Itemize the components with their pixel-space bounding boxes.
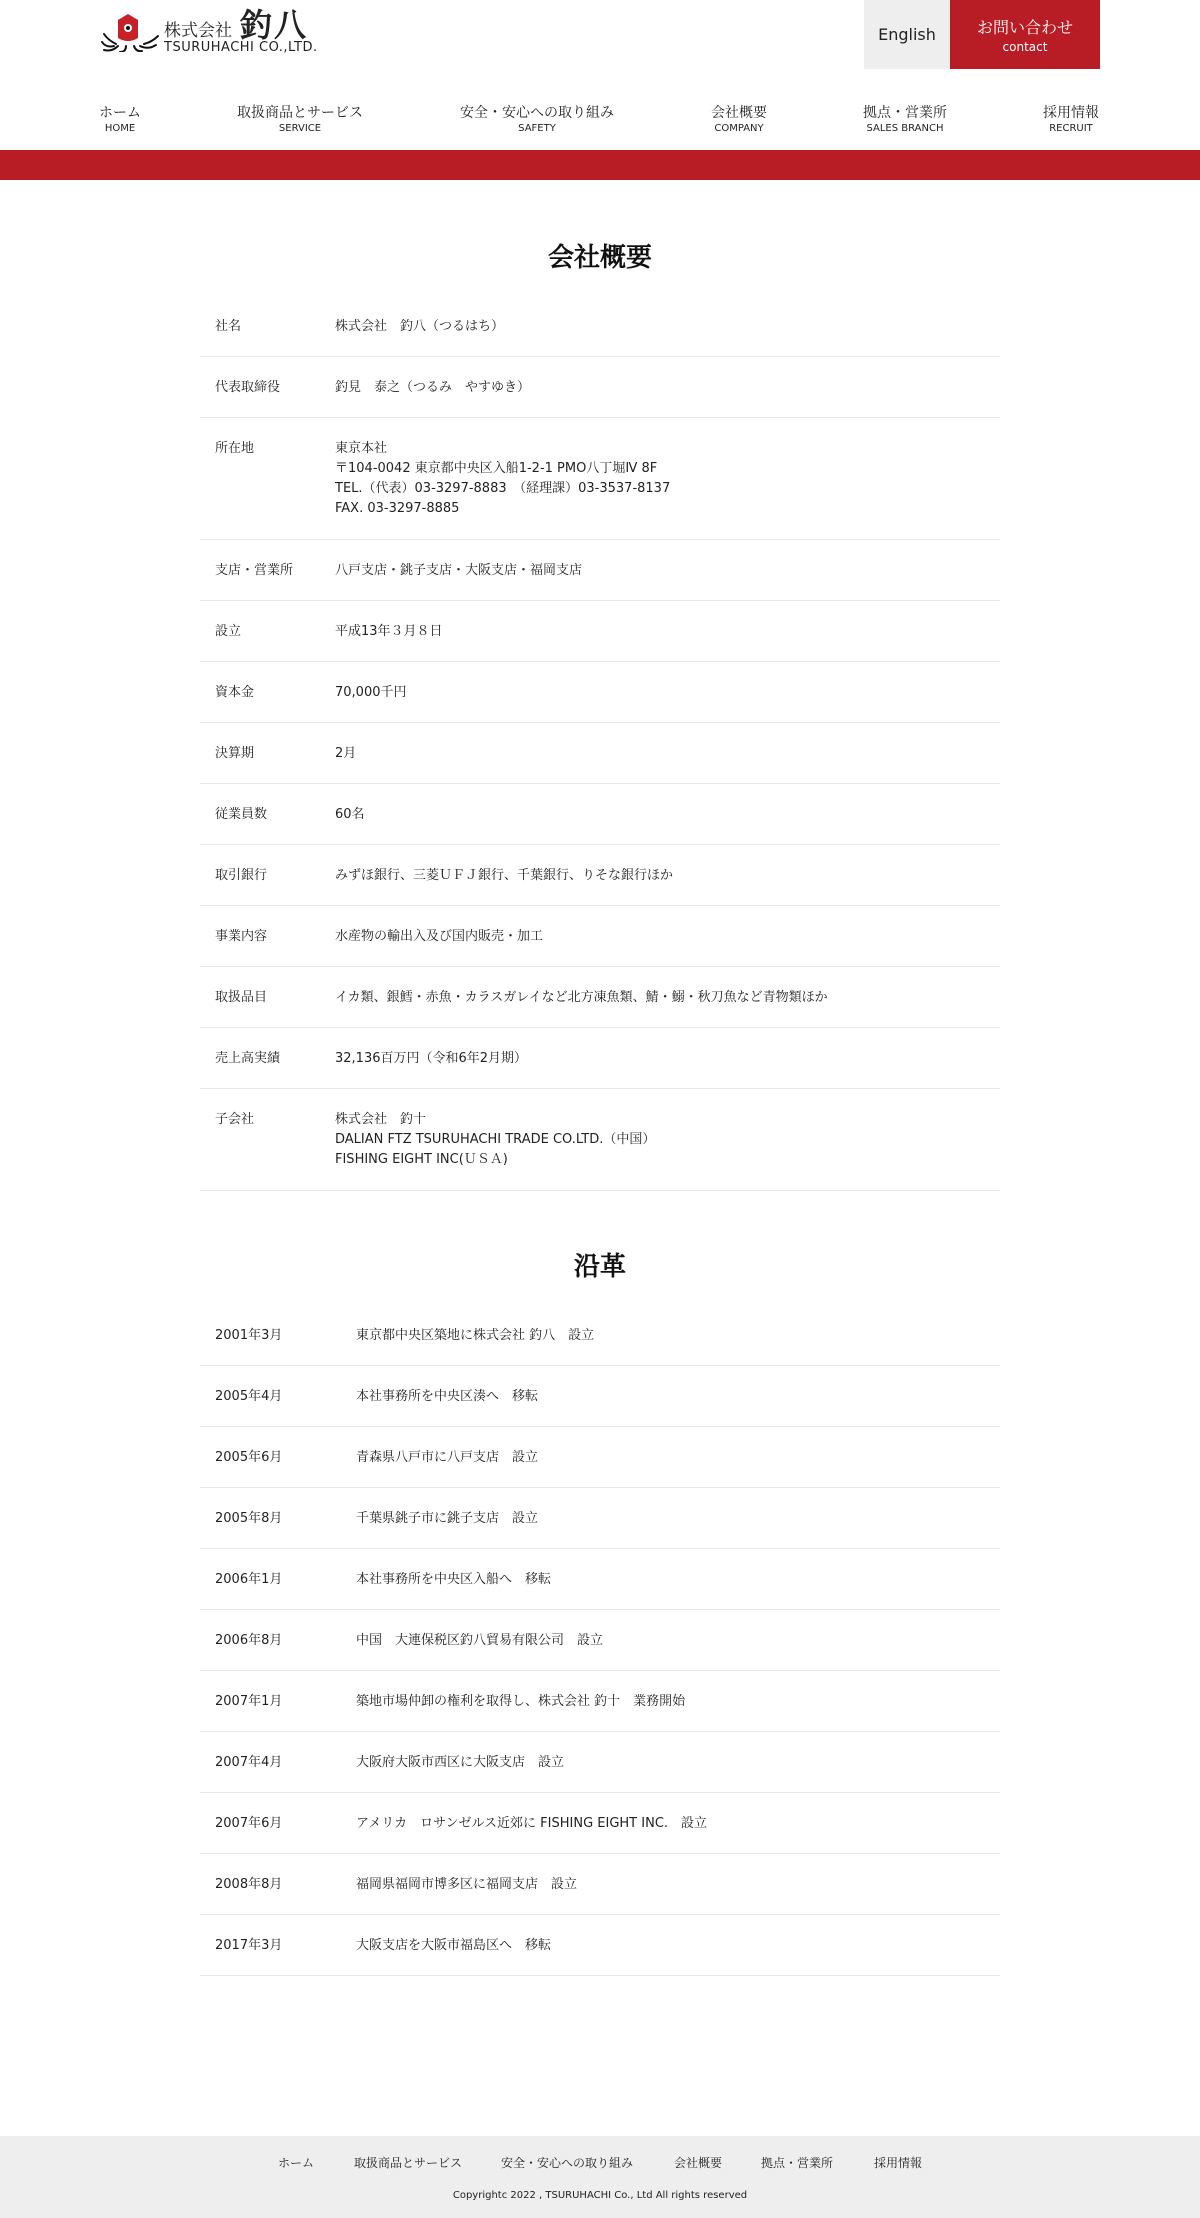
row-value [335,317,1000,356]
history-event: 築地市場仲卸の権利を取得し、株式会社 釣十 業務開始 [356,1694,686,1709]
value-line: 釣見 泰之（つるみ やすゆき） [335,380,531,395]
site-logo[interactable] [100,8,318,55]
history-date: 2005年6月 [215,1450,283,1465]
table-row [200,845,1000,906]
row-label: 決算期 [215,746,255,761]
row-label: 取扱品目 [215,990,268,1005]
nav-sublabel: SAFETY [518,123,556,134]
table-row [200,662,1000,723]
row-value [335,927,1000,966]
footer-link-recruit[interactable]: 採用情報 [873,2156,923,2170]
value-line: 東京本社 [335,441,388,456]
value-line: DALIAN FTZ TSURUHACHI TRADE CO.LTD.（中国） [335,1132,656,1147]
history-event: 大阪府大阪市西区に大阪支店 設立 [356,1755,565,1770]
history-event: アメリカ ロサンゼルス近郊に FISHING EIGHT INC. 設立 [356,1816,708,1831]
value-line: 平成13年３月８日 [335,624,443,639]
row-value [335,683,1000,722]
company-overview-title: 会社概要 [547,243,652,273]
history-date: 2006年8月 [215,1633,283,1648]
row-value [335,622,1000,661]
history-event: 千葉県銚子市に銚子支店 設立 [356,1511,539,1526]
footer-link-sales-branch[interactable]: 拠点・営業所 [760,2156,834,2170]
history-row [200,1671,1000,1732]
main-nav [0,104,1200,138]
history-event: 本社事務所を中央区入船へ 移転 [356,1572,552,1587]
history-table [200,1305,1000,1976]
history-row [200,1610,1000,1671]
nav-label: 採用情報 [1043,105,1099,121]
value-line: TEL.（代表）03-3297-8883 （経理課）03-3537-8137 [335,481,671,496]
row-value [335,1049,1000,1088]
logo-company-name: 釣八 [240,6,309,44]
history-date: 2001年3月 [215,1328,283,1343]
logo-company-type: 株式会社 [164,21,232,41]
history-row [200,1427,1000,1488]
table-row [200,418,1000,540]
history-row [200,1549,1000,1610]
row-value [335,561,1000,600]
history-event: 青森県八戸市に八戸支店 設立 [356,1450,539,1465]
history-row [200,1488,1000,1549]
nav-item-home[interactable] [99,104,141,136]
footer-link-safety[interactable]: 安全・安心への取り組み [500,2156,634,2170]
value-line: みずほ銀行、三菱ＵＦＪ銀行、千葉銀行、りそな銀行ほか [335,868,674,883]
history-date: 2017年3月 [215,1938,283,1953]
value-line: FAX. 03-3297-8885 [335,501,460,516]
row-label: 所在地 [215,441,255,456]
value-line: 70,000千円 [335,685,407,700]
row-value [335,1110,1000,1190]
contact-button-label: お問い合わせ [976,18,1073,37]
history-date: 2007年6月 [215,1816,283,1831]
nav-item-service[interactable] [237,104,363,136]
history-event: 大阪支店を大阪市福島区へ 移転 [356,1938,552,1953]
nav-label: ホーム [99,105,141,121]
nav-item-company[interactable] [711,104,767,136]
history-row [200,1732,1000,1793]
row-label: 設立 [215,624,242,639]
contact-button[interactable] [950,0,1100,69]
row-label: 従業員数 [215,807,268,822]
row-value [335,866,1000,905]
copyright: Copyrightc 2022 , TSURUHACHI Co., Ltd All rights reserved [452,2190,748,2201]
history-title: 沿革 [573,1252,626,1282]
value-line: 32,136百万円（令和6年2月期） [335,1051,528,1066]
value-line: 株式会社 釣八（つるはち） [335,319,505,334]
table-row [200,357,1000,418]
nav-label: 拠点・営業所 [863,105,947,121]
nav-label: 取扱商品とサービス [237,105,363,121]
header-red-band [0,150,1200,180]
value-line: FISHING EIGHT INC(ＵＳＡ) [335,1152,508,1167]
history-row [200,1366,1000,1427]
history-date: 2007年4月 [215,1755,283,1770]
history-row [200,1915,1000,1976]
history-event: 本社事務所を中央区湊へ 移転 [356,1389,539,1404]
history-date: 2006年1月 [215,1572,283,1587]
footer-link-service[interactable]: 取扱商品とサービス [353,2156,463,2170]
table-row [200,540,1000,601]
nav-sublabel: COMPANY [714,123,764,134]
nav-label: 会社概要 [711,105,767,121]
table-row [200,784,1000,845]
row-label: 事業内容 [215,929,268,944]
nav-item-sales-branch[interactable] [863,104,947,136]
table-row [200,723,1000,784]
english-button[interactable]: English [864,0,950,69]
site-footer [0,2136,1200,2218]
table-row [200,1089,1000,1191]
row-value [335,439,1000,539]
nav-label: 安全・安心への取り組み [460,105,614,121]
company-overview-table [200,295,1000,1191]
table-row [200,601,1000,662]
nav-sublabel: SERVICE [278,123,322,134]
history-event: 中国 大連保税区釣八貿易有限公司 設立 [356,1633,604,1648]
row-value [335,805,1000,844]
nav-sublabel: HOME [104,123,136,134]
history-event: 東京都中央区築地に株式会社 釣八 設立 [356,1328,595,1343]
value-line: イカ類、銀鱈・赤魚・カラスガレイなど北方凍魚類、鯖・鰯・秋刀魚など青物類ほか [335,990,828,1005]
row-value [335,378,1000,417]
table-row [200,295,1000,357]
row-label: 取引銀行 [215,868,268,883]
history-date: 2008年8月 [215,1877,283,1892]
footer-link-company[interactable]: 会社概要 [673,2156,723,2170]
row-value [335,744,1000,783]
history-row [200,1854,1000,1915]
table-row [200,967,1000,1028]
row-label: 子会社 [215,1112,255,1127]
footer-nav [0,2154,1200,2174]
value-line: 八戸支店・銚子支店・大阪支店・福岡支店 [335,563,583,578]
nav-sublabel: SALES BRANCH [866,123,944,134]
nav-item-recruit[interactable] [1043,104,1099,136]
row-label: 代表取締役 [215,380,281,395]
table-row [200,906,1000,967]
history-row [200,1305,1000,1366]
history-date: 2005年4月 [215,1389,283,1404]
value-line: 株式会社 釣十 [335,1112,427,1127]
value-line: 2月 [335,746,357,761]
nav-sublabel: RECRUIT [1049,123,1093,134]
footer-link-home[interactable]: ホーム [277,2156,315,2170]
history-date: 2005年8月 [215,1511,283,1526]
value-line: 〒104-0042 東京都中央区入船1-2-1 PMO八丁堀Ⅳ 8F [335,461,658,476]
site-header [0,0,1200,150]
history-row [200,1793,1000,1854]
value-line: 60名 [335,807,365,822]
history-event: 福岡県福岡市博多区に福岡支店 設立 [356,1877,578,1892]
logo-english-name: TSURUHACHI CO.,LTD. [164,40,318,55]
row-value [335,988,1000,1027]
row-label: 売上高実績 [215,1051,281,1066]
nav-item-safety[interactable] [460,104,614,136]
row-label: 資本金 [215,685,255,700]
contact-button-sublabel: contact [1002,40,1048,54]
row-label: 社名 [215,319,242,334]
squid-logo-icon [100,12,160,52]
value-line: 水産物の輸出入及び国内販売・加工 [335,929,544,944]
row-label: 支店・営業所 [215,563,294,578]
history-date: 2007年1月 [215,1694,283,1709]
table-row [200,1028,1000,1089]
